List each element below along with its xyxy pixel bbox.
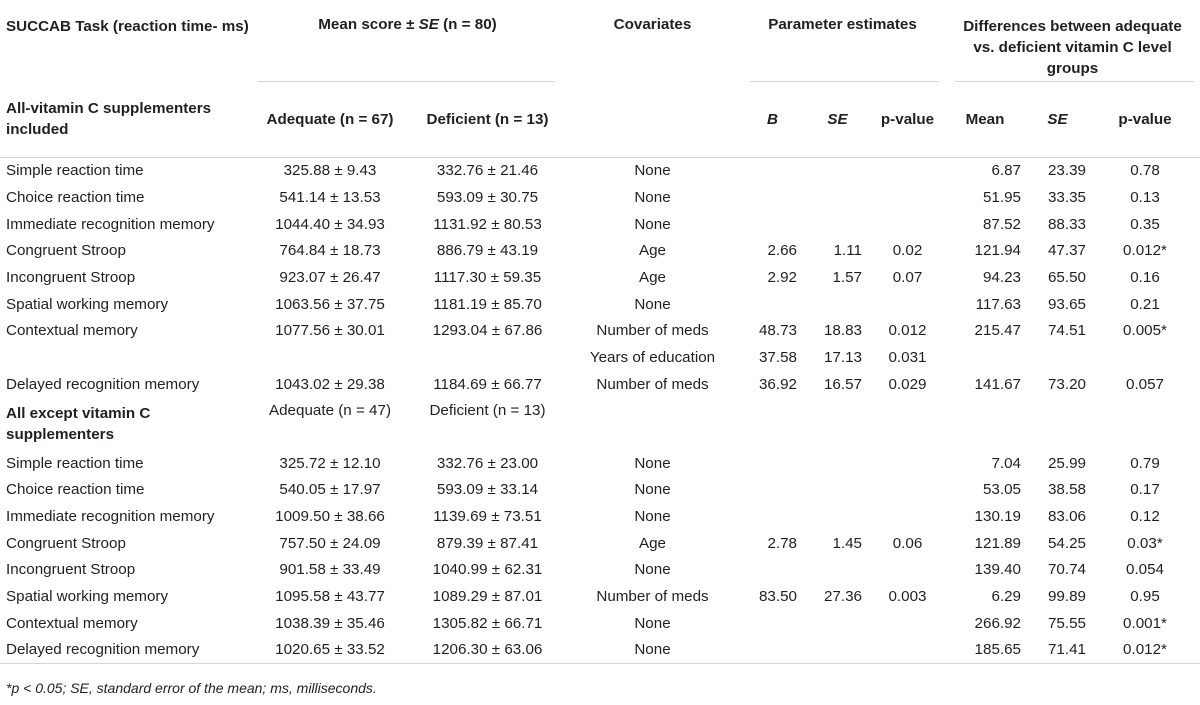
se-cell: 27.36 (823, 587, 862, 605)
adequate-cell: 1038.39 ± 35.46 (275, 614, 385, 632)
covariate-cell: Age (638, 242, 667, 260)
mean-cell: 6.87 (991, 162, 1021, 180)
deficient-cell: 1131.92 ± 80.53 (433, 215, 542, 233)
table-row (0, 184, 1200, 211)
b-cell: 83.50 (758, 587, 797, 605)
diff-pvalue-cell: 0.16 (1130, 269, 1160, 287)
table-row (0, 344, 1200, 371)
task-cell: Simple reaction time (6, 162, 144, 180)
diff-pvalue-cell: 0.79 (1130, 454, 1160, 472)
se-cell (805, 211, 870, 238)
deficient-cell: 1305.82 ± 66.71 (432, 614, 543, 632)
table-row (0, 476, 1200, 503)
task-cell: Choice reaction time (6, 189, 145, 207)
se-cell (805, 157, 870, 184)
adequate-cell (250, 344, 410, 371)
mean-header: Mean (965, 110, 1005, 128)
mean-cell: 7.04 (991, 454, 1021, 472)
diff-pvalue-cell: 0.03* (1127, 534, 1163, 552)
mean-score-n: (n = 80) (438, 16, 497, 33)
section2-title-row (0, 398, 1200, 450)
table-row (0, 503, 1200, 530)
se-cell: 18.83 (823, 322, 862, 340)
b-cell (740, 610, 805, 637)
deficient-cell: 1117.30 ± 59.35 (433, 269, 542, 287)
differences-label: Differences between adequate vs. deficient vitamin C level groups (963, 18, 1182, 77)
pvalue-cell: 0.029 (888, 375, 927, 393)
adequate-cell: 757.50 ± 24.09 (279, 534, 381, 552)
diff-se-cell (1025, 344, 1090, 371)
diff-pvalue-cell: 0.78 (1130, 162, 1160, 180)
covariate-cell: Number of meds (596, 587, 709, 605)
mean-cell (945, 344, 1025, 371)
mean-score-se: SE (418, 16, 439, 33)
table-row (0, 264, 1200, 291)
adequate-cell: 1044.40 ± 34.93 (275, 215, 385, 233)
task-header: SUCCAB Task (reaction time- ms) (6, 18, 249, 35)
adequate-cell: 1043.02 ± 29.38 (275, 375, 385, 393)
b-cell (740, 556, 805, 583)
se-cell (805, 291, 870, 318)
b-header: B (767, 110, 778, 128)
covariate-cell: None (634, 454, 671, 472)
covariate-cell: None (634, 614, 671, 632)
covariate-cell: None (634, 189, 671, 207)
diff-pvalue-cell (1090, 344, 1200, 371)
task-cell: Immediate recognition memory (6, 507, 215, 525)
se-cell: 1.11 (833, 242, 862, 260)
task-cell: Immediate recognition memory (6, 215, 215, 233)
header-row (0, 0, 1200, 82)
se-cell (805, 450, 870, 477)
table-row (0, 238, 1200, 265)
diff-se-cell: 74.51 (1047, 322, 1086, 340)
deficient-cell: 1184.69 ± 66.77 (433, 375, 542, 393)
deficient-cell: 1040.99 ± 62.31 (432, 561, 543, 579)
adequate-cell: 325.88 ± 9.43 (283, 162, 377, 180)
section1-body (0, 157, 1200, 398)
covariate-cell: Number of meds (596, 322, 709, 340)
se-cell (805, 637, 870, 664)
diff-pvalue-cell: 0.054 (1126, 561, 1165, 579)
mean-score-label: Mean score ± (318, 16, 419, 33)
task-cell: Incongruent Stroop (6, 269, 136, 287)
mean-cell: 121.94 (974, 242, 1021, 260)
diff-se-cell: 73.20 (1047, 375, 1086, 393)
diff-se-cell: 75.55 (1047, 614, 1086, 632)
diff-pvalue-cell: 0.012* (1123, 641, 1167, 659)
deficient-cell: 1293.04 ± 67.86 (432, 322, 543, 340)
deficient-cell (410, 344, 565, 371)
adequate-cell: 1009.50 ± 38.66 (275, 507, 385, 525)
adequate-cell: 541.14 ± 13.53 (279, 189, 381, 207)
deficient-header (410, 82, 565, 157)
b-cell (740, 184, 805, 211)
pvalue-cell: 0.012 (888, 322, 927, 340)
deficient-cell: 332.76 ± 21.46 (436, 162, 539, 180)
covariate-cell: None (634, 561, 671, 579)
pvalue-cell (870, 476, 945, 503)
mean-cell: 51.95 (982, 189, 1021, 207)
table-row (0, 556, 1200, 583)
adequate-cell: 325.72 ± 12.10 (279, 454, 381, 472)
table-row (0, 211, 1200, 238)
diff-se-cell: 33.35 (1047, 189, 1086, 207)
deficient-cell: 1206.30 ± 63.06 (432, 641, 543, 659)
diff-se-cell: 65.50 (1047, 269, 1086, 287)
pvalue-cell (870, 637, 945, 664)
task-cell: Congruent Stroop (6, 242, 126, 260)
mean-cell: 141.67 (974, 375, 1021, 393)
covariate-cell: None (634, 507, 671, 525)
diff-pvalue-cell: 0.13 (1130, 189, 1160, 207)
pvalue-cell (870, 157, 945, 184)
table-row (0, 450, 1200, 477)
diff-se-cell: 38.58 (1047, 481, 1086, 499)
adequate-cell: 1020.65 ± 33.52 (275, 641, 385, 659)
covariate-cell: Age (638, 534, 667, 552)
deficient-cell: 593.09 ± 33.14 (436, 481, 539, 499)
mean-cell: 215.47 (974, 322, 1021, 340)
covariate-cell: None (634, 295, 671, 313)
differences-header (945, 0, 1200, 82)
deficient-cell: 332.76 ± 23.00 (436, 454, 539, 472)
b-cell (740, 211, 805, 238)
diff-se-cell: 71.41 (1047, 641, 1086, 659)
adequate-cell: 1095.58 ± 43.77 (275, 587, 385, 605)
mean-cell: 117.63 (975, 295, 1021, 313)
task-cell: Delayed recognition memory (6, 375, 200, 393)
diff-se-cell: 25.99 (1047, 454, 1086, 472)
task-cell: Delayed recognition memory (6, 641, 200, 659)
se-cell: 1.57 (832, 269, 862, 287)
adequate-cell: 901.58 ± 33.49 (279, 561, 381, 579)
b-cell (740, 476, 805, 503)
diff-pvalue-cell: 0.17 (1130, 481, 1160, 499)
table-row (0, 637, 1200, 664)
deficient-cell: 886.79 ± 43.19 (436, 242, 539, 260)
section2-header (0, 398, 1200, 450)
covariate-cell: None (634, 215, 671, 233)
mean-cell: 6.29 (991, 587, 1021, 605)
task-cell (0, 344, 250, 371)
b-cell (740, 291, 805, 318)
b-cell: 48.73 (758, 322, 797, 340)
pvalue2-header: p-value (1118, 110, 1172, 128)
table-row (0, 530, 1200, 557)
mean-score-header (250, 0, 565, 82)
b-cell (740, 503, 805, 530)
diff-se-cell: 23.39 (1047, 162, 1086, 180)
task-cell: Simple reaction time (6, 454, 144, 472)
se2-header: SE (1047, 110, 1068, 128)
covariates-subheader (565, 82, 740, 157)
deficient-cell: 593.09 ± 30.75 (436, 189, 539, 207)
b-cell (740, 637, 805, 664)
subheader-row (0, 82, 1200, 157)
pvalue-cell (870, 503, 945, 530)
se-header: SE (827, 110, 848, 128)
mean-cell: 121.89 (974, 534, 1021, 552)
diff-pvalue-cell: 0.95 (1130, 587, 1160, 605)
se-cell: 17.13 (823, 349, 862, 367)
deficient-label: Deficient (n = 13) (426, 110, 549, 128)
deficient2-label: Deficient (n = 13) (429, 401, 546, 419)
deficient-cell: 1139.69 ± 73.51 (433, 507, 542, 525)
section2-empty (565, 398, 1200, 450)
adequate-cell: 923.07 ± 26.47 (279, 269, 381, 287)
parameter-estimates-label: Parameter estimates (768, 16, 917, 33)
task-cell: Congruent Stroop (6, 534, 126, 552)
task-cell: Spatial working memory (6, 295, 169, 313)
deficient-cell: 879.39 ± 87.41 (436, 534, 539, 552)
b-cell: 36.92 (758, 375, 797, 393)
table-row (0, 371, 1200, 398)
covariate-cell: None (634, 162, 671, 180)
mean-cell: 139.40 (974, 561, 1021, 579)
adequate-cell: 764.84 ± 18.73 (279, 242, 381, 260)
mean-cell: 266.92 (974, 614, 1021, 632)
section2-body (0, 450, 1200, 664)
group1-title: All-vitamin C supplementers included (6, 100, 212, 139)
covariate-cell: Age (638, 269, 667, 287)
adequate-cell: 1077.56 ± 30.01 (275, 322, 385, 340)
covariate-cell: None (634, 481, 671, 499)
table-row (0, 610, 1200, 637)
task-cell: Spatial working memory (6, 587, 169, 605)
pvalue-cell: 0.06 (892, 534, 923, 552)
diff-pvalue-cell: 0.001* (1123, 614, 1167, 632)
adequate-cell: 540.05 ± 17.97 (279, 481, 381, 499)
pvalue-cell (870, 610, 945, 637)
parameter-estimates-header (740, 0, 945, 82)
diff-pvalue-cell: 0.005* (1123, 322, 1167, 340)
pvalue-cell (870, 556, 945, 583)
se-cell (805, 503, 870, 530)
adequate-cell: 1063.56 ± 37.75 (275, 295, 385, 313)
b-cell: 2.78 (767, 534, 797, 552)
table-row (0, 583, 1200, 610)
mean-cell: 53.05 (982, 481, 1021, 499)
footnote: *p < 0.05; SE, standard error of the mean; ms, milliseconds. (6, 680, 377, 696)
b-cell (740, 450, 805, 477)
covariate-cell: Number of meds (596, 375, 709, 393)
group2-title: All except vitamin C supplementers (6, 404, 151, 443)
se-cell (805, 556, 870, 583)
b-cell: 37.58 (758, 349, 797, 367)
covariate-cell: Years of education (589, 349, 716, 367)
b-cell (740, 157, 805, 184)
diff-se-cell: 93.65 (1047, 295, 1086, 313)
diff-se-cell: 70.74 (1047, 561, 1086, 579)
diff-se-cell: 47.37 (1047, 242, 1086, 260)
deficient-cell: 1181.19 ± 85.70 (433, 295, 542, 313)
table-row (0, 157, 1200, 184)
diff-pvalue-cell: 0.12 (1130, 507, 1160, 525)
mean-cell: 130.19 (974, 507, 1021, 525)
mean-cell: 87.52 (982, 215, 1021, 233)
pvalue-cell (870, 450, 945, 477)
adequate-label: Adequate (n = 67) (266, 110, 394, 128)
diff-pvalue-cell: 0.057 (1126, 375, 1165, 393)
pvalue-cell (870, 291, 945, 318)
diff-se-cell: 88.33 (1047, 215, 1086, 233)
mean-cell: 185.65 (974, 641, 1021, 659)
pvalue-cell (870, 184, 945, 211)
diff-pvalue-cell: 0.21 (1130, 295, 1160, 313)
pvalue-cell: 0.003 (888, 587, 927, 605)
se-cell (805, 476, 870, 503)
mean-cell: 94.23 (982, 269, 1021, 287)
table-row (0, 291, 1200, 318)
deficient-cell: 1089.29 ± 87.01 (432, 587, 543, 605)
adequate-header (250, 82, 410, 157)
diff-se-cell: 54.25 (1047, 534, 1086, 552)
se-cell: 16.57 (823, 375, 862, 393)
covariate-cell: None (634, 641, 671, 659)
diff-se-cell: 99.89 (1047, 587, 1086, 605)
se-cell (805, 610, 870, 637)
adequate2-label: Adequate (n = 47) (268, 401, 391, 419)
pvalue-cell: 0.031 (888, 349, 927, 367)
pvalue-cell: 0.07 (892, 269, 923, 287)
pvalue-header: p-value (880, 110, 935, 128)
b-cell: 2.92 (767, 269, 797, 287)
task-cell: Choice reaction time (6, 481, 145, 499)
pvalue-cell (870, 211, 945, 238)
task-cell: Contextual memory (6, 614, 138, 632)
diff-pvalue-cell: 0.012* (1123, 242, 1167, 260)
diff-pvalue-cell: 0.35 (1130, 215, 1160, 233)
covariates-header: Covariates (613, 16, 692, 33)
se-cell (805, 184, 870, 211)
task-cell: Contextual memory (6, 322, 138, 340)
b-cell: 2.66 (767, 242, 797, 260)
table-row (0, 318, 1200, 345)
se-cell: 1.45 (832, 534, 862, 552)
pvalue-cell: 0.02 (892, 242, 923, 260)
diff-se-cell: 83.06 (1047, 507, 1086, 525)
task-cell: Incongruent Stroop (6, 561, 136, 579)
